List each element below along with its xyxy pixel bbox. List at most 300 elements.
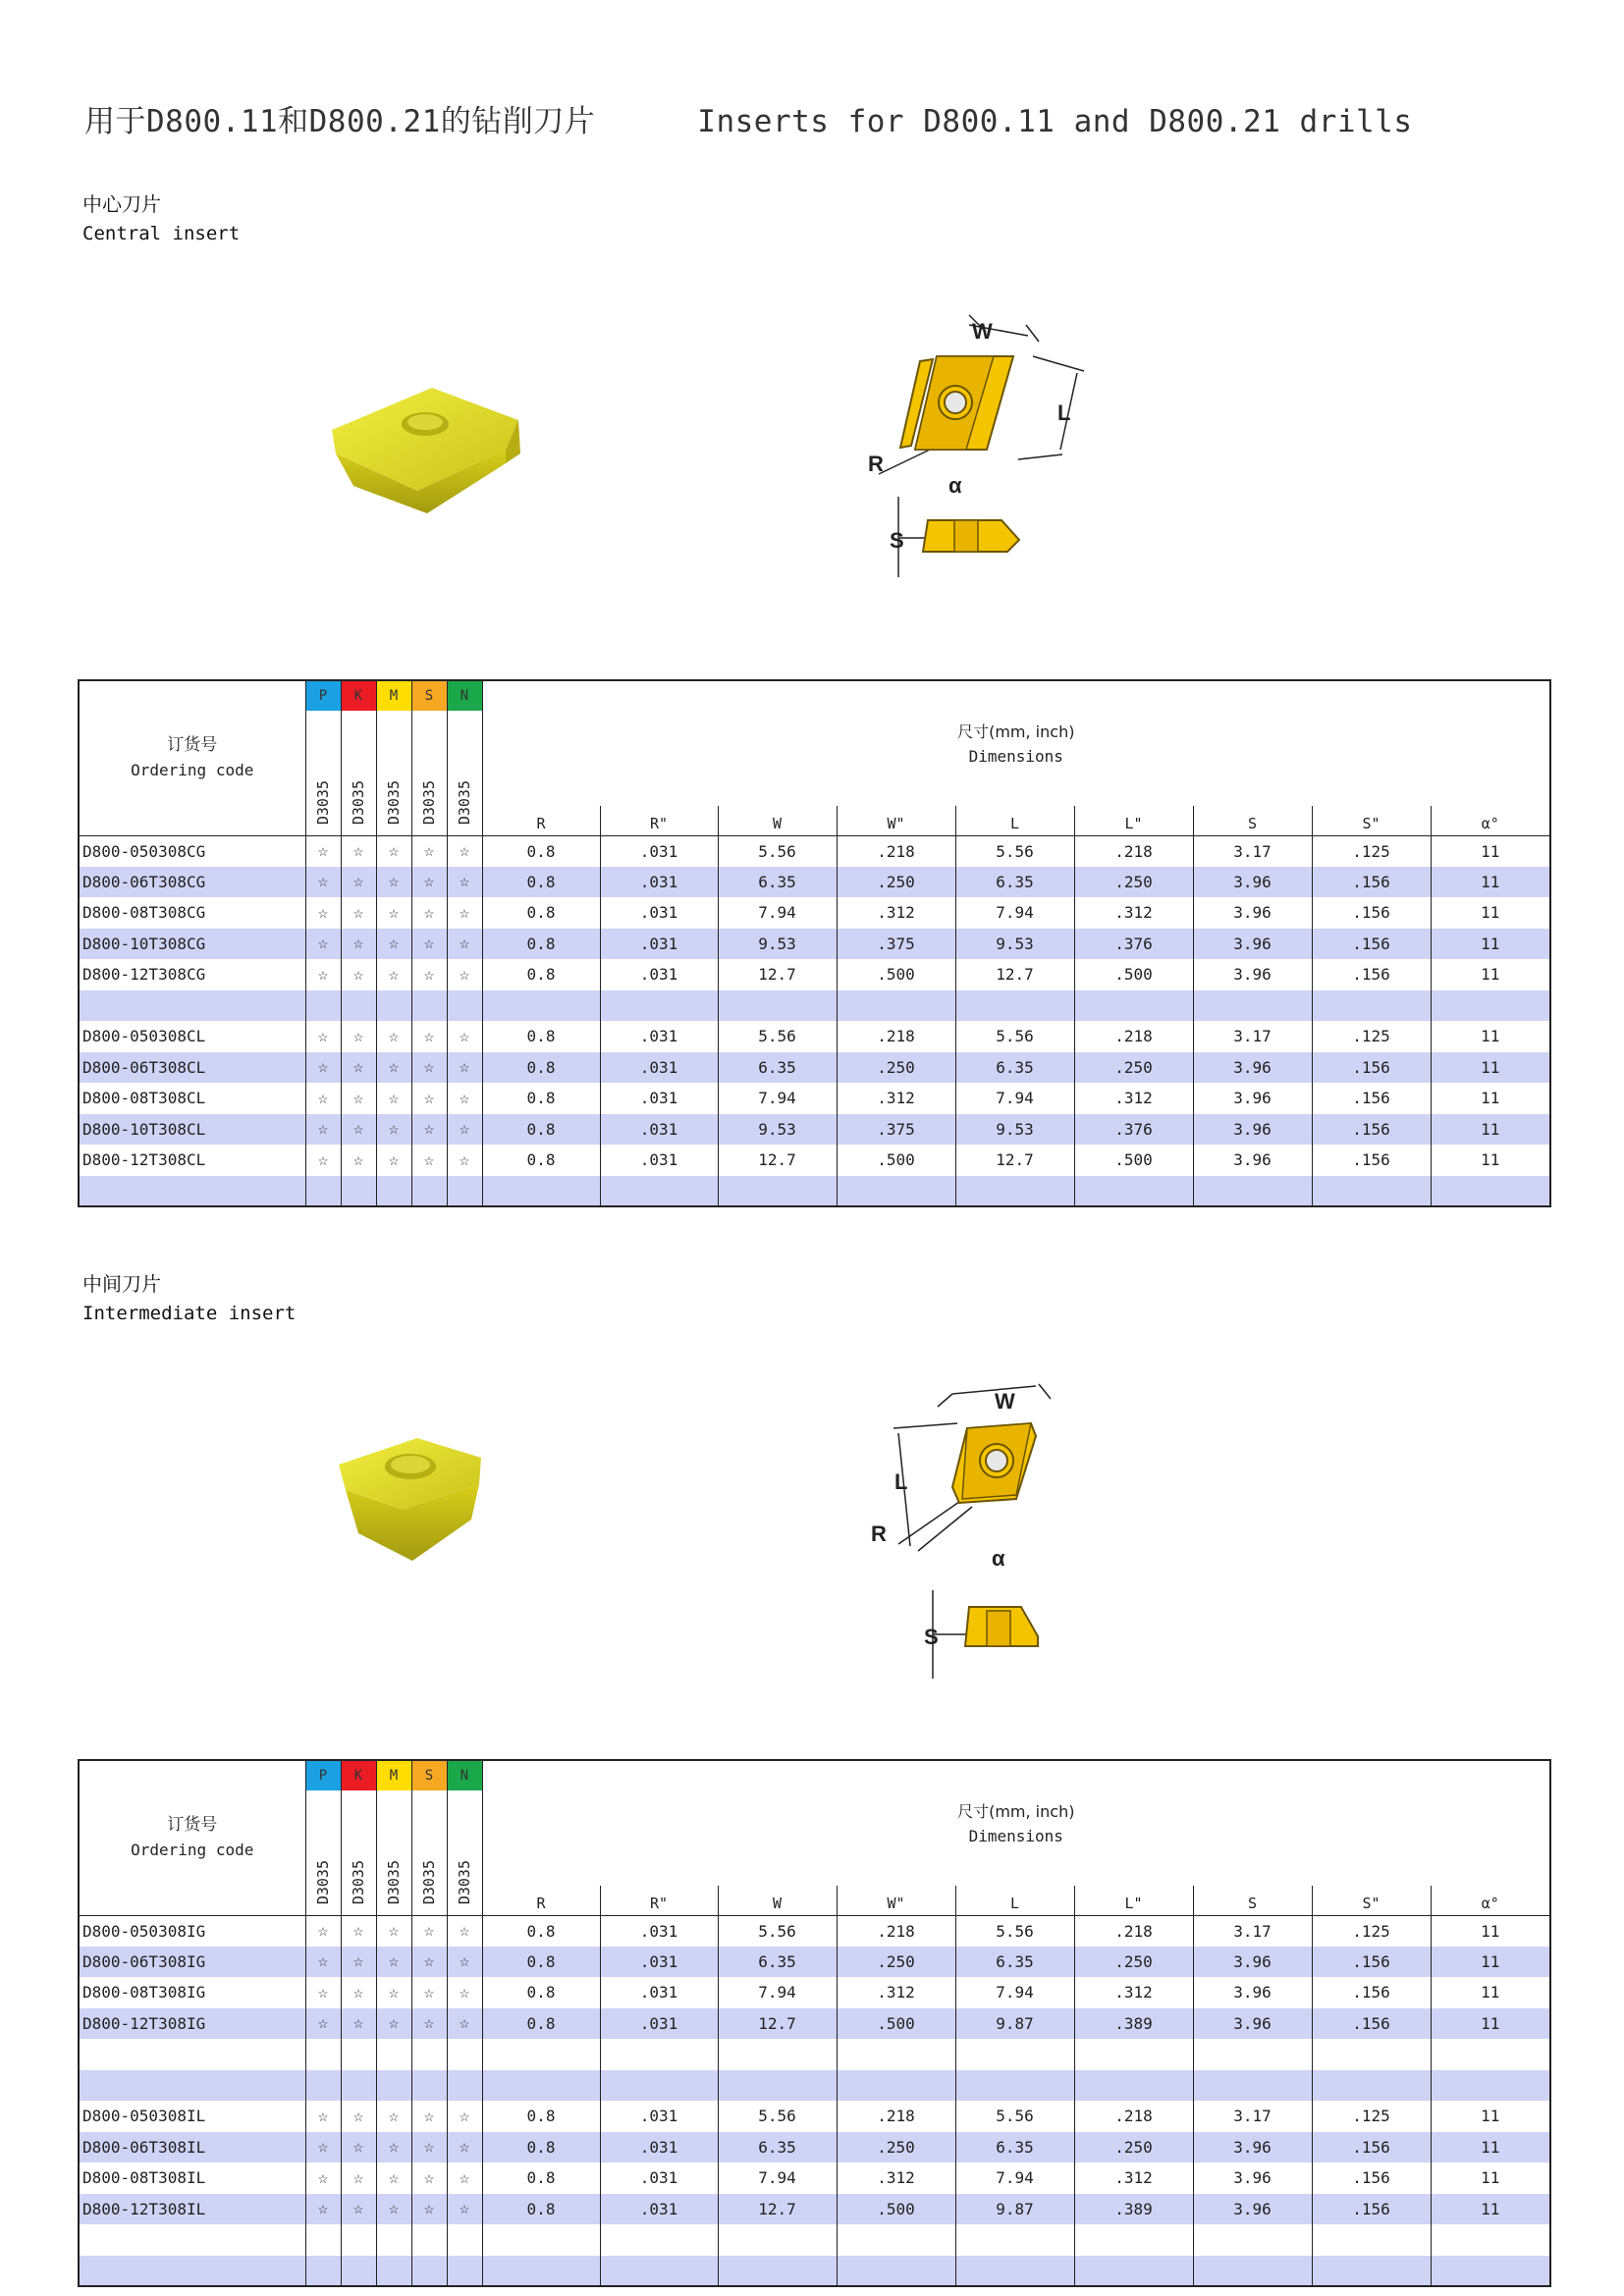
dimension-value-cell [1193,2039,1312,2070]
grade-star-cell: ☆ [447,2194,482,2225]
dimension-value-cell: .218 [837,835,955,867]
dimension-value-cell: 11 [1431,2008,1550,2040]
dimension-value-cell: .156 [1312,1052,1431,1084]
dimension-value-cell [1431,1176,1550,1207]
grade-star-cell: ☆ [305,2101,341,2132]
grade-star-cell: ☆ [305,2008,341,2040]
dimension-value-cell [482,2070,600,2102]
dimension-value-cell: .031 [600,1947,718,1978]
dimension-value-cell [1431,2224,1550,2256]
dimension-value-cell: 12.7 [718,2194,837,2225]
dimension-value-cell: 11 [1431,1114,1550,1146]
grade-star-cell: ☆ [376,2194,411,2225]
ordering-code-cell: D800-050308IG [79,1915,305,1947]
grade-star-cell: ☆ [411,835,447,867]
dimension-value-cell: .125 [1312,835,1431,867]
grade-star-cell [305,2039,341,2070]
dimension-value-cell: 12.7 [955,959,1074,990]
grade-star-cell [411,2039,447,2070]
dimension-value-cell [1193,2070,1312,2102]
grade-star-cell: ☆ [411,929,447,960]
dimension-value-cell: 12.7 [718,1145,837,1176]
grade-star-cell: ☆ [411,1947,447,1978]
dimension-value-cell [718,1176,837,1207]
dimension-value-cell [482,2039,600,2070]
grade-star-cell [376,2224,411,2256]
dimension-value-cell [1193,990,1312,1022]
grade-star-cell: ☆ [447,1114,482,1146]
table-row [79,1021,1550,1052]
dimension-value-cell: 6.35 [955,1052,1074,1084]
dimension-value-cell: 3.17 [1193,1021,1312,1052]
grade-star-cell: ☆ [305,959,341,990]
grade-star-cell: ☆ [376,897,411,929]
dimension-value-cell: .376 [1074,929,1193,960]
dimension-value-cell: .156 [1312,2132,1431,2163]
dimension-value-cell [600,2039,718,2070]
dimension-value-cell: 11 [1431,1977,1550,2008]
dimension-value-cell: 0.8 [526,1150,556,1170]
grade-n-badge: N [447,1760,482,1790]
dimension-value-cell: .156 [1312,897,1431,929]
diagram-label-l: L [1057,400,1071,425]
table-row [79,897,1550,929]
intermediate-insert-schematic [859,1379,1085,1688]
dimension-value-cell [482,2256,600,2287]
dimension-value-cell: 0.8 [526,1983,556,2002]
grade-star-cell: ☆ [411,1977,447,2008]
grade-p-badge: P [305,680,341,711]
dimension-value-cell: 11 [1431,959,1550,990]
ordering-code-cell: D800-08T308IL [79,2163,305,2194]
grade-star-cell: ☆ [376,959,411,990]
column-header: S" [1312,806,1431,835]
dimension-value-cell: .156 [1312,1083,1431,1114]
dimension-value-cell: .250 [1074,2132,1193,2163]
dimension-value-cell: 0.8 [482,1052,600,1084]
dimension-value-cell: .312 [837,1083,955,1114]
grade-star-cell: ☆ [376,2132,411,2163]
column-header: W [718,1886,837,1915]
dimension-value-cell: 9.53 [718,1114,837,1146]
dimension-value-cell: 3.96 [1193,2008,1312,2040]
grade-star-cell: ☆ [305,897,341,929]
grade-star-cell: ☆ [447,959,482,990]
grade-star-cell [447,2224,482,2256]
grade-star-cell [411,990,447,1022]
dimension-value-cell [718,2224,837,2256]
dimension-value-cell: 6.35 [955,1947,1074,1978]
table-row [79,2008,1550,2040]
grade-name-cell: D3035 [305,711,341,835]
grade-star-cell [305,1176,341,1207]
dimension-value-cell: 0.8 [482,1947,600,1978]
table-row [79,1083,1550,1114]
dimension-value-cell: .312 [1074,897,1193,929]
ordering-code-cell: D800-08T308CL [79,1083,305,1114]
grade-star-cell [447,1176,482,1207]
dimension-value-cell: 6.35 [718,867,837,898]
grade-star-cell: ☆ [305,1021,341,1052]
grade-star-cell [447,990,482,1022]
dimension-value-cell [837,2070,955,2102]
ordering-code-cell [79,990,305,1022]
dimension-value-cell: .500 [837,959,955,990]
grade-star-cell [376,2039,411,2070]
dimension-value-cell: 3.96 [1193,1145,1312,1176]
grade-star-cell: ☆ [376,1947,411,1978]
table-row [79,1947,1550,1978]
dimension-value-cell: .031 [600,2194,718,2225]
table-row-empty [79,1176,1550,1207]
column-header: S" [1312,1886,1431,1915]
dimension-value-cell: 11 [1431,929,1550,960]
dimension-value-cell: 9.87 [955,2194,1074,2225]
dimension-value-cell [1431,2070,1550,2102]
column-header: L" [1074,806,1193,835]
dimension-value-cell: .031 [600,835,718,867]
grade-star-cell: ☆ [447,1145,482,1176]
grade-star-cell: ☆ [447,867,482,898]
dimension-value-cell: .156 [1312,2008,1431,2040]
grade-star-cell: ☆ [305,2132,341,2163]
dimension-value-cell: 3.96 [1193,867,1312,898]
dimension-value-cell: .156 [1312,2163,1431,2194]
section-heading-en: Intermediate insert [82,1303,297,1324]
dimension-value-cell [1074,1176,1193,1207]
dimension-value-cell: .500 [837,2194,955,2225]
grade-p-badge: P [305,1760,341,1790]
dimension-value-cell: .312 [1074,1977,1193,2008]
grade-star-cell: ☆ [305,1145,341,1176]
diagram-label-r: R [868,452,884,476]
dimension-value-cell: 3.17 [1193,2101,1312,2132]
dimension-value-cell: 0.8 [526,1089,556,1108]
dimension-value-cell: 3.96 [1193,897,1312,929]
grade-name-cell: D3035 [411,1790,447,1915]
dimension-value-cell: 11 [1431,867,1550,898]
ordering-code-header: 订货号 Ordering code [79,680,305,835]
ordering-code-cell: D800-050308IL [79,2101,305,2132]
dimension-value-cell [1074,2224,1193,2256]
grade-star-cell [305,2070,341,2102]
grade-s-badge: S [411,680,447,711]
dimension-value-cell [955,2039,1074,2070]
dimension-value-cell: .500 [1074,1145,1193,1176]
table-row [79,2101,1550,2132]
grade-m-badge: M [376,1760,411,1790]
ordering-code-header: 订货号 Ordering code [79,1760,305,1915]
dimension-value-cell: 0.8 [482,2194,600,2225]
diagram-label-w: W [995,1389,1015,1414]
diagram-label-l: L [894,1469,908,1494]
dimension-value-cell [1312,2039,1431,2070]
grade-star-cell: ☆ [305,1977,341,2008]
grade-star-cell: ☆ [447,2132,482,2163]
dimension-value-cell: .031 [600,929,718,960]
grade-star-cell: ☆ [411,897,447,929]
dimension-value-cell: 11 [1431,1915,1550,1947]
dimension-value-cell [1074,2070,1193,2102]
ordering-code-cell: D800-050308CL [79,1021,305,1052]
diagram-label-s: S [924,1625,939,1649]
dimension-value-cell: .031 [600,2132,718,2163]
dimension-value-cell: .031 [600,1083,718,1114]
dimension-value-cell [1312,2070,1431,2102]
grade-name-cell: D3035 [411,711,447,835]
grade-star-cell: ☆ [376,1915,411,1947]
grade-star-cell: ☆ [411,959,447,990]
grade-k-badge: K [341,1760,376,1790]
dimension-value-cell [1193,2224,1312,2256]
dimension-value-cell: 3.17 [1193,1915,1312,1947]
grade-star-cell: ☆ [376,1052,411,1084]
dimension-value-cell: 3.96 [1193,1114,1312,1146]
dimension-value-cell [1074,2039,1193,2070]
dimension-value-cell: .250 [837,1052,955,1084]
grade-star-cell: ☆ [341,835,376,867]
ordering-code-cell [79,2256,305,2287]
dimension-value-cell: 11 [1431,1947,1550,1978]
ordering-code-cell: D800-08T308IG [79,1977,305,2008]
ordering-code-cell [79,2039,305,2070]
dimension-value-cell: .312 [837,2163,955,2194]
dimension-value-cell [600,2070,718,2102]
dimension-value-cell [600,2256,718,2287]
ordering-code-cell: D800-12T308CG [79,959,305,990]
dimension-value-cell: .312 [837,897,955,929]
grade-star-cell [447,2039,482,2070]
grade-star-cell: ☆ [341,1021,376,1052]
grade-star-cell: ☆ [376,1083,411,1114]
dimension-value-cell: .250 [1074,867,1193,898]
dimension-value-cell [600,990,718,1022]
dimension-value-cell [718,2039,837,2070]
column-header: W [718,806,837,835]
grade-star-cell: ☆ [341,2194,376,2225]
dimension-value-cell: 3.96 [1193,2163,1312,2194]
page-title-en: Inserts for D800.11 and D800.21 drills [697,104,1413,139]
dimension-value-cell [1431,990,1550,1022]
grade-star-cell: ☆ [411,1915,447,1947]
grade-star-cell: ☆ [411,867,447,898]
dimension-value-cell [955,990,1074,1022]
page-title-zh: 用于D800.11和D800.21的钻削刀片 [84,104,596,139]
grade-name-cell: D3035 [447,1790,482,1915]
dimension-value-cell [1312,990,1431,1022]
dimension-value-cell: 5.56 [955,1915,1074,1947]
dimension-value-cell: .031 [600,1915,718,1947]
diagram-label-s: S [890,528,904,553]
grade-star-cell: ☆ [341,2132,376,2163]
dimension-value-cell [718,2070,837,2102]
grade-star-cell: ☆ [341,1977,376,2008]
dimension-value-cell: 6.35 [955,867,1074,898]
grade-star-cell [305,2256,341,2287]
column-header: L" [1074,1886,1193,1915]
grade-star-cell: ☆ [341,1052,376,1084]
dimension-value-cell: .376 [1074,1114,1193,1146]
dimension-value-cell: 11 [1431,1052,1550,1084]
grade-star-cell: ☆ [305,1114,341,1146]
table-row-empty [79,2070,1550,2102]
grade-star-cell [341,990,376,1022]
grade-star-cell: ☆ [447,2163,482,2194]
column-header: α° [1431,1886,1550,1915]
dimension-value-cell [837,2039,955,2070]
dimension-value-cell: .031 [600,1021,718,1052]
ordering-code-cell: D800-06T308CG [79,867,305,898]
dimension-value-cell: 5.56 [955,835,1074,867]
column-header: α° [1431,806,1550,835]
grade-star-cell: ☆ [341,1947,376,1978]
grade-star-cell: ☆ [341,929,376,960]
dimension-value-cell [955,2224,1074,2256]
ordering-code-cell: D800-06T308IG [79,1947,305,1978]
dimension-value-cell [482,2224,600,2256]
dimension-value-cell [1431,2039,1550,2070]
grade-star-cell: ☆ [305,867,341,898]
intermediate-insert-3d-image [334,1423,491,1571]
dimension-value-cell: 12.7 [718,2008,837,2040]
section-heading-central [82,188,240,244]
dimension-value-cell: 12.7 [955,1145,1074,1176]
grade-star-cell: ☆ [341,959,376,990]
grade-star-cell: ☆ [447,929,482,960]
grade-name-cell: D3035 [341,711,376,835]
ordering-code-cell: D800-08T308CG [79,897,305,929]
dimension-value-cell: 0.8 [526,2107,556,2126]
grade-star-cell: ☆ [411,1114,447,1146]
grade-star-cell: ☆ [305,1052,341,1084]
dimension-value-cell: 7.94 [718,1083,837,1114]
column-header: R [536,814,546,832]
grade-star-cell [411,2256,447,2287]
dimension-value-cell: 9.53 [955,929,1074,960]
section-heading-zh: 中间刀片 [82,1272,161,1296]
table-row [79,2163,1550,2194]
central-insert-schematic [856,312,1102,592]
dimension-value-cell: .031 [600,867,718,898]
dimension-value-cell: 0.8 [482,2132,600,2163]
dimension-value-cell: 11 [1431,2194,1550,2225]
table-row-empty [79,2224,1550,2256]
dimension-value-cell: 5.56 [718,1021,837,1052]
page-title [84,96,1413,140]
grade-star-cell: ☆ [447,2008,482,2040]
table-row [79,1145,1550,1176]
grade-star-cell: ☆ [447,1083,482,1114]
section-heading-en: Central insert [82,223,241,244]
ordering-code-cell: D800-10T308CL [79,1114,305,1146]
dimension-value-cell: 5.56 [718,835,837,867]
dimension-value-cell: .031 [600,959,718,990]
grade-star-cell: ☆ [376,929,411,960]
dimension-value-cell [600,1176,718,1207]
dimension-value-cell: 7.94 [718,2163,837,2194]
dimension-value-cell: 5.56 [718,2101,837,2132]
dimension-value-cell: 11 [1431,2101,1550,2132]
grade-star-cell: ☆ [411,1052,447,1084]
dimension-value-cell: .031 [600,2163,718,2194]
grade-star-cell: ☆ [341,2008,376,2040]
dimension-value-cell [600,2224,718,2256]
dimension-value-cell: 11 [1431,1083,1550,1114]
column-header: R [536,1894,546,1912]
dimension-value-cell [718,2256,837,2287]
table-row [79,835,1550,867]
dimension-value-cell: 6.35 [718,2132,837,2163]
ordering-code-cell: D800-12T308CL [79,1145,305,1176]
grade-m-badge: M [376,680,411,711]
grade-star-cell: ☆ [341,867,376,898]
dimension-value-cell: 3.96 [1193,929,1312,960]
dimension-value-cell [837,1176,955,1207]
dimension-value-cell: .156 [1312,1145,1431,1176]
dimension-value-cell: .250 [1074,1052,1193,1084]
grade-star-cell: ☆ [376,2163,411,2194]
dimension-value-cell: .031 [600,897,718,929]
dimension-value-cell: 11 [1431,2163,1550,2194]
dimension-value-cell: .389 [1074,2008,1193,2040]
dimension-value-cell: .125 [1312,1915,1431,1947]
column-header: L [955,806,1074,835]
dimension-value-cell: 7.94 [955,1977,1074,2008]
grade-star-cell: ☆ [411,1145,447,1176]
dimension-value-cell: 7.94 [955,1083,1074,1114]
grade-name-cell: D3035 [305,1790,341,1915]
dimension-value-cell: 0.8 [482,929,600,960]
ordering-code-cell: D800-050308CG [79,835,305,867]
dimension-value-cell: .250 [837,1947,955,1978]
grade-star-cell [447,2256,482,2287]
grade-star-cell: ☆ [305,1947,341,1978]
grade-name-cell: D3035 [376,1790,411,1915]
dimension-value-cell [1074,990,1193,1022]
grade-star-cell: ☆ [447,1977,482,2008]
dimension-value-cell: 3.96 [1193,2132,1312,2163]
dimension-value-cell: .218 [1074,2101,1193,2132]
dimension-value-cell: 11 [1431,1145,1550,1176]
dimension-value-cell: .031 [600,2101,718,2132]
grade-star-cell: ☆ [305,929,341,960]
dimension-value-cell: .031 [600,1145,718,1176]
dimension-value-cell: 0.8 [482,835,600,867]
grade-star-cell [341,2039,376,2070]
ordering-code-cell [79,1176,305,1207]
grade-star-cell: ☆ [341,1915,376,1947]
dimension-value-cell: 9.87 [955,2008,1074,2040]
dimension-value-cell: .156 [1312,1114,1431,1146]
dimension-value-cell: 9.53 [718,929,837,960]
grade-star-cell: ☆ [341,1083,376,1114]
dimension-value-cell: .218 [1074,1021,1193,1052]
table-row [79,867,1550,898]
grade-star-cell: ☆ [376,835,411,867]
grade-k-badge: K [341,680,376,711]
column-header: S [1193,1886,1312,1915]
grade-star-cell [341,2070,376,2102]
dimension-value-cell [482,990,600,1022]
table-row-empty [79,2039,1550,2070]
intermediate-insert-table [78,1759,1551,2287]
dimension-value-cell: 0.8 [526,903,556,923]
dimension-value-cell: .389 [1074,2194,1193,2225]
dimension-value-cell: .218 [837,2101,955,2132]
grade-star-cell [411,2224,447,2256]
dimension-value-cell: .218 [1074,835,1193,867]
dimension-value-cell: 5.56 [955,2101,1074,2132]
